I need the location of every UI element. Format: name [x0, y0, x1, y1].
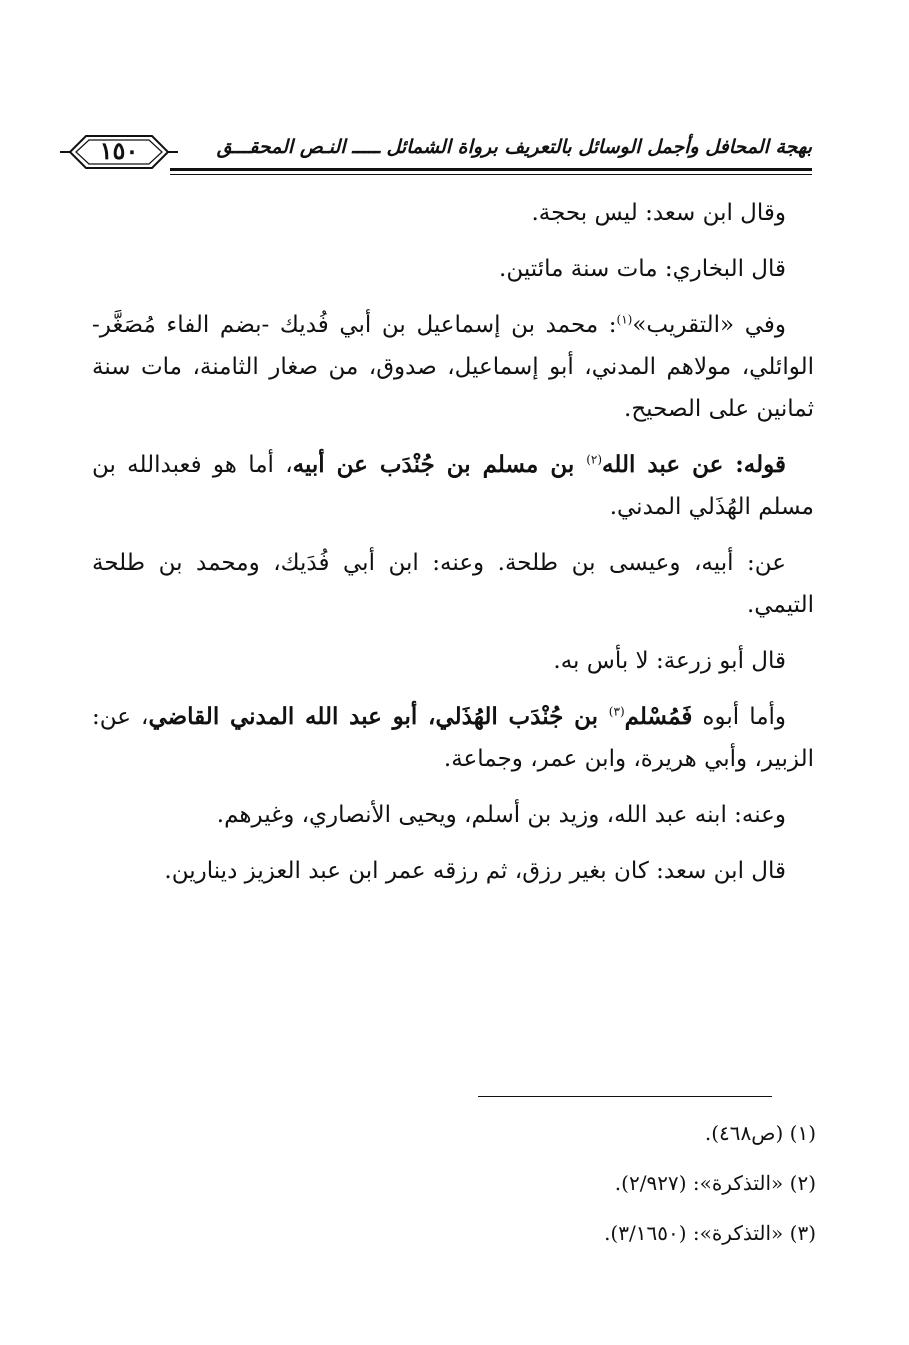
paragraph — [92, 304, 814, 430]
paragraph: عن: أبيه، وعيسى بن طلحة. وعنه: ابن أبي فُدَيك، ومحمد بن طلحة التيمي. — [92, 550, 814, 618]
footnotes — [92, 1108, 816, 1258]
footnote: (١) (ص٤٦٨). — [704, 1121, 816, 1145]
paragraph: قال البخاري: مات سنة مائتين. — [499, 256, 786, 282]
paragraph: قال أبو زرعة: لا بأس به. — [553, 648, 786, 674]
footnote-ref: (٢) — [586, 452, 603, 467]
footnote-ref: (١) — [616, 312, 633, 327]
paragraph-text: وفي «التقريب» — [632, 312, 786, 338]
main-text — [92, 192, 814, 906]
header-rule-thin — [170, 174, 812, 175]
paragraph: وقال ابن سعد: ليس بحجة. — [531, 200, 786, 226]
paragraph-text: وأما أبوه — [692, 704, 787, 730]
footnote-separator — [478, 1096, 772, 1097]
paragraph-text: : محمد بن إسماعيل بن أبي فُديك -بضم الفاء مُصَغَّر- الوائلي، مولاهم المدني، أبو إسماعيل، صدوق، من صغار الثامنة، مات سنة ثمانين على الصحيح. — [92, 312, 814, 422]
footnote-ref: (٣) — [608, 704, 625, 719]
bold-text: فَمُسْلم — [624, 703, 693, 730]
paragraph: وعنه: ابنه عبد الله، وزيد بن أسلم، ويحيى الأنصاري، وغيرهم. — [216, 802, 786, 828]
paragraph-text: ، عن: الزبير، وأبي هريرة، وابن عمر، وجماعة. — [92, 704, 814, 772]
bold-text: بن جُنْدَب الهُذَلي، أبو عبد الله المدني القاضي — [148, 703, 609, 730]
paragraph-text: ، أما هو فعبدالله بن مسلم الهُذَلي المدني. — [92, 452, 814, 520]
footnote: (٢) «التذكرة»: (٢/٩٢٧). — [614, 1171, 816, 1195]
running-head: بهجة المحافل وأجمل الوسائل بالتعريف برواة الشمائل ـــــ النـص المحقـــق — [216, 136, 812, 158]
paragraph: قال ابن سعد: كان بغير رزق، ثم رزقه عمر ابن عبد العزيز دينارين. — [164, 858, 786, 884]
footnote: (٣) «التذكرة»: (٣/١٦٥٠). — [604, 1221, 816, 1245]
bold-text: بن مسلم بن جُنْدَب عن أبيه — [292, 451, 587, 478]
paragraph — [92, 444, 814, 528]
paragraph — [92, 696, 814, 780]
header-rule-thick — [170, 168, 812, 171]
page-header — [60, 130, 812, 178]
bold-text: قوله: عن عبد الله — [602, 451, 786, 478]
page-number: ١٥٠ — [99, 136, 139, 165]
